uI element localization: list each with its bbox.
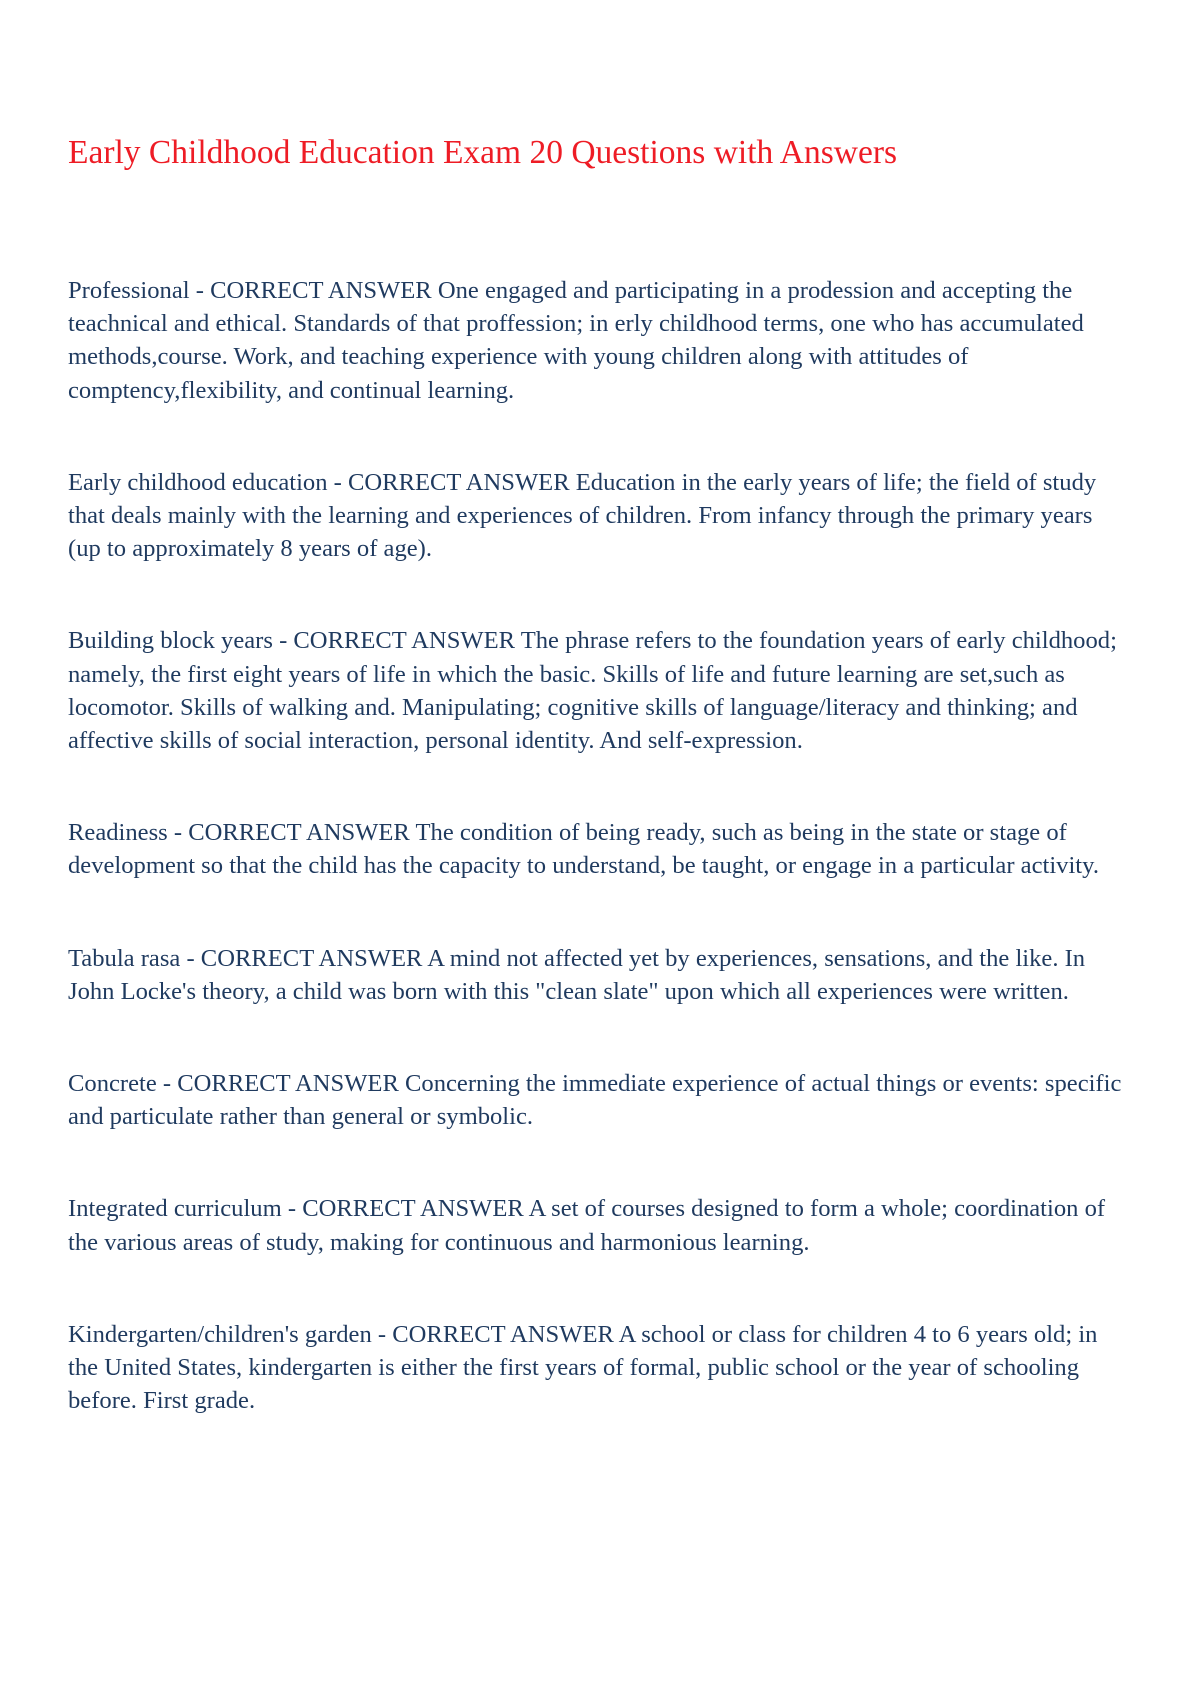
answer-entry-concrete: Concrete - CORRECT ANSWER Concerning the immediate experience of actual things or events: specific and particulate rather than general or symbolic.: [68, 1070, 1122, 1131]
answer-entry-kindergarten: Kindergarten/children's garden - CORRECT ANSWER A school or class for children 4 to 6 years old; in the United States, kindergarten is either the first years of formal, public school or the year of schooling before. First grade.: [68, 1320, 1098, 1415]
answer-entry-tabula-rasa: Tabula rasa - CORRECT ANSWER A mind not affected yet by experiences, sensations, and the like. In John Locke's theory, a child was born with this "clean slate" upon which all experiences were written.: [68, 944, 1086, 1005]
answer-list: [68, 274, 1123, 1417]
answer-entry-early-childhood-education: Early childhood education - CORRECT ANSWER Education in the early years of life; the field of study that deals mainly with the learning and experiences of children. From infancy through the primary years (up to approximately 8 years of age).: [68, 468, 1097, 563]
answer-entry-building-block-years: Building block years - CORRECT ANSWER The phrase refers to the foundation years of early childhood; namely, the first eight years of life in which the basic. Skills of life and future learning are set,such as locomotor. Skills of walking and. Manipulating; cognitive skills of language/literacy and thinking; and affective skills of social interaction, personal identity. And self-expression.: [68, 627, 1117, 755]
document-title: Early Childhood Education Exam 20 Questions with Answers: [68, 134, 898, 171]
answer-entry-integrated-curriculum: Integrated curriculum - CORRECT ANSWER A set of courses designed to form a whole; coordination of the various areas of study, making for continuous and harmonious learning.: [68, 1195, 1106, 1256]
answer-entry-professional: Professional - CORRECT ANSWER One engaged and participating in a prodession and accepting the teachnical and ethical. Standards of that proffession; in erly childhood terms, one who has accumulated methods,course. Work, and teaching experience with young children along with attitudes of comptency,flexibility, and continual learning.: [68, 277, 1084, 404]
answer-entry-readiness: Readiness - CORRECT ANSWER The condition of being ready, such as being in the state or stage of development so that the child has the capacity to understand, be taught, or engage in a particular activity.: [68, 819, 1099, 880]
